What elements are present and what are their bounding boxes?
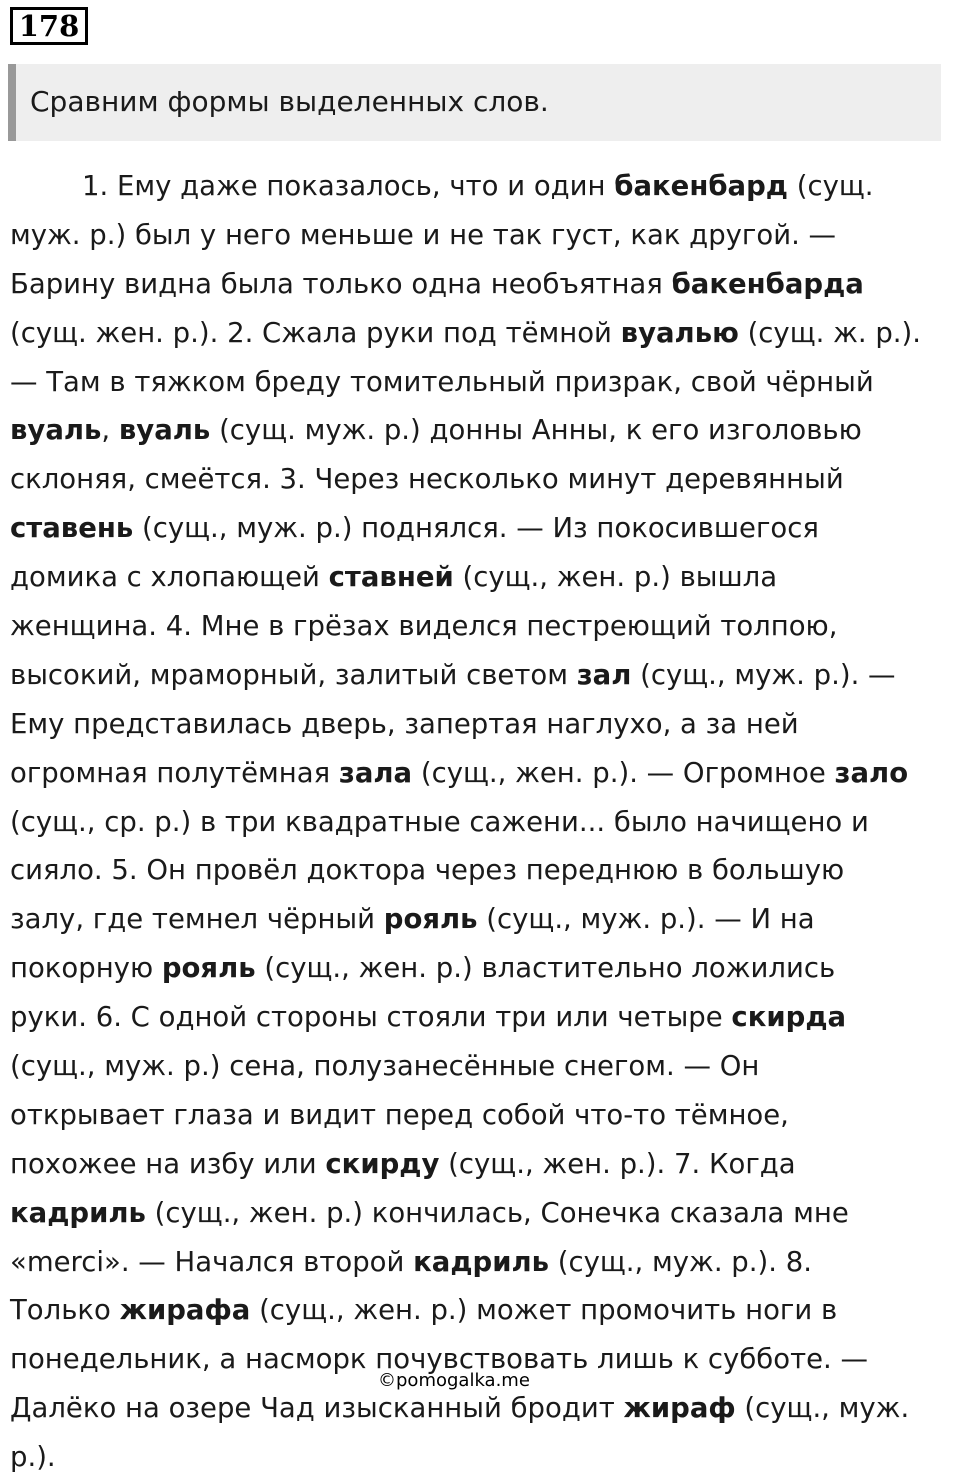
text-segment: (сущ. (787, 170, 874, 202)
text-line (10, 553, 954, 602)
text-segment: 1. Ему даже показалось, что и один (82, 170, 615, 202)
task-title: Сравним формы выделенных слов. (30, 85, 549, 118)
text-segment: сияло. 5. Он провёл доктора через переднюю в большую (10, 854, 845, 887)
highlighted-word: жирафа (119, 1294, 251, 1327)
text-segment: домика с хлопающей (10, 561, 329, 594)
text-segment: (сущ., муж. р.). — (631, 658, 896, 691)
highlighted-word: рояль (383, 903, 478, 936)
text-line (10, 1189, 954, 1238)
text-line (10, 1286, 954, 1335)
text-segment: покорную (10, 952, 162, 985)
text-segment: (сущ., жен. р.). — Огромное (412, 756, 835, 789)
text-segment: (сущ., муж. р.) поднялся. — Из покосившегося (133, 512, 819, 545)
task-number: 178 (18, 9, 80, 43)
text-line (10, 651, 954, 700)
text-line (10, 602, 954, 651)
text-segment: (сущ., муж. р.). — И на (477, 903, 815, 936)
text-segment: Барину видна была только одна необъятная (10, 267, 672, 300)
text-line (10, 895, 954, 944)
text-segment: (сущ., жен. р.). 7. Когда (439, 1147, 796, 1180)
text-segment: Только (10, 1294, 120, 1327)
text-line (10, 1140, 954, 1189)
text-segment: огромная полутёмная (10, 756, 339, 789)
text-segment: высокий, мраморный, залитый светом (10, 658, 577, 691)
text-line (10, 309, 954, 358)
text-segment: Ему представилась дверь, запертая наглухо, а за ней (10, 707, 799, 740)
text-line (10, 1238, 954, 1287)
text-line (10, 944, 954, 993)
watermark: ©pomogalka.me (378, 1370, 530, 1391)
task-title-bar (8, 64, 941, 141)
text-line (10, 846, 954, 895)
highlighted-word: зал (576, 658, 632, 691)
text-segment: (сущ., жен. р.) может промочить ноги в (250, 1294, 838, 1327)
text-segment: (сущ., жен. р.) властительно ложились (255, 952, 836, 985)
text-segment: р.). (10, 1441, 56, 1474)
text-segment: — Там в тяжком бреду томительный призрак, свой чёрный (10, 365, 874, 398)
text-segment: залу, где темнел чёрный (10, 903, 384, 936)
text-segment: (сущ., жен. р.) кончилась, Сонечка сказала мне (145, 1196, 849, 1229)
text-line (10, 1433, 954, 1482)
text-segment: похожее на избу или (10, 1147, 326, 1180)
text-segment: муж. р.) был у него меньше и не так густ, как другой. — (10, 218, 837, 251)
text-line (10, 749, 954, 798)
text-segment: (сущ., муж. р.) сена, полузанесённые снегом. — Он (10, 1050, 760, 1083)
highlighted-word: ставней (328, 561, 454, 594)
text-segment: (сущ., ср. р.) в три квадратные сажени... было начищено и (10, 805, 869, 838)
text-line (10, 993, 954, 1042)
task-number-box (10, 7, 88, 45)
text-segment: (сущ. ж. р.). (738, 316, 922, 349)
highlighted-word: скирду (325, 1147, 440, 1180)
highlighted-word: зало (834, 756, 909, 789)
text-line (10, 700, 954, 749)
text-segment: (сущ. муж. р.) донны Анны, к его изголовью (210, 414, 862, 447)
highlighted-word: скирда (731, 1001, 847, 1034)
highlighted-word: ставень (10, 512, 134, 545)
highlighted-word: вуаль (10, 414, 102, 447)
text-segment: женщина. 4. Мне в грёзах виделся пестреющий толпою, (10, 610, 838, 643)
text-line (10, 1042, 954, 1091)
text-segment: , (101, 414, 119, 447)
text-segment: склоняя, смеётся. 3. Через несколько минут деревянный (10, 463, 844, 496)
highlighted-word: кадриль (10, 1196, 146, 1229)
text-segment: (сущ., муж. р.). 8. (549, 1245, 812, 1278)
answer-text (10, 162, 954, 1482)
text-line (10, 798, 954, 847)
highlighted-word: вуаль (118, 414, 211, 447)
highlighted-word: жираф (623, 1392, 736, 1425)
highlighted-word: зала (338, 756, 413, 789)
highlighted-word: бакенбард (614, 170, 788, 202)
text-segment: Далёко на озере Чад изысканный бродит (10, 1392, 624, 1425)
text-segment: открывает глаза и видит перед собой что-то тёмное, (10, 1098, 789, 1131)
text-segment: (сущ. жен. р.). 2. Сжала руки под тёмной (10, 316, 621, 349)
text-segment: руки. 6. С одной стороны стояли три или четыре (10, 1001, 732, 1034)
text-line (10, 358, 954, 407)
highlighted-word: вуалью (620, 316, 739, 349)
text-line (10, 211, 954, 260)
text-line (10, 504, 954, 553)
text-line (10, 406, 954, 455)
highlighted-word: бакенбарда (671, 267, 864, 300)
text-segment: (сущ., жен. р.) вышла (453, 561, 778, 594)
text-line (10, 1091, 954, 1140)
text-segment: «merci». — Начался второй (10, 1245, 414, 1278)
highlighted-word: кадриль (413, 1245, 550, 1278)
text-line (10, 162, 954, 211)
highlighted-word: рояль (161, 952, 256, 985)
text-segment: (сущ., муж. (735, 1392, 910, 1425)
text-line (10, 260, 954, 309)
text-segment: понедельник, а насморк почувствовать лишь к субботе. — (10, 1343, 868, 1376)
text-line (10, 455, 954, 504)
